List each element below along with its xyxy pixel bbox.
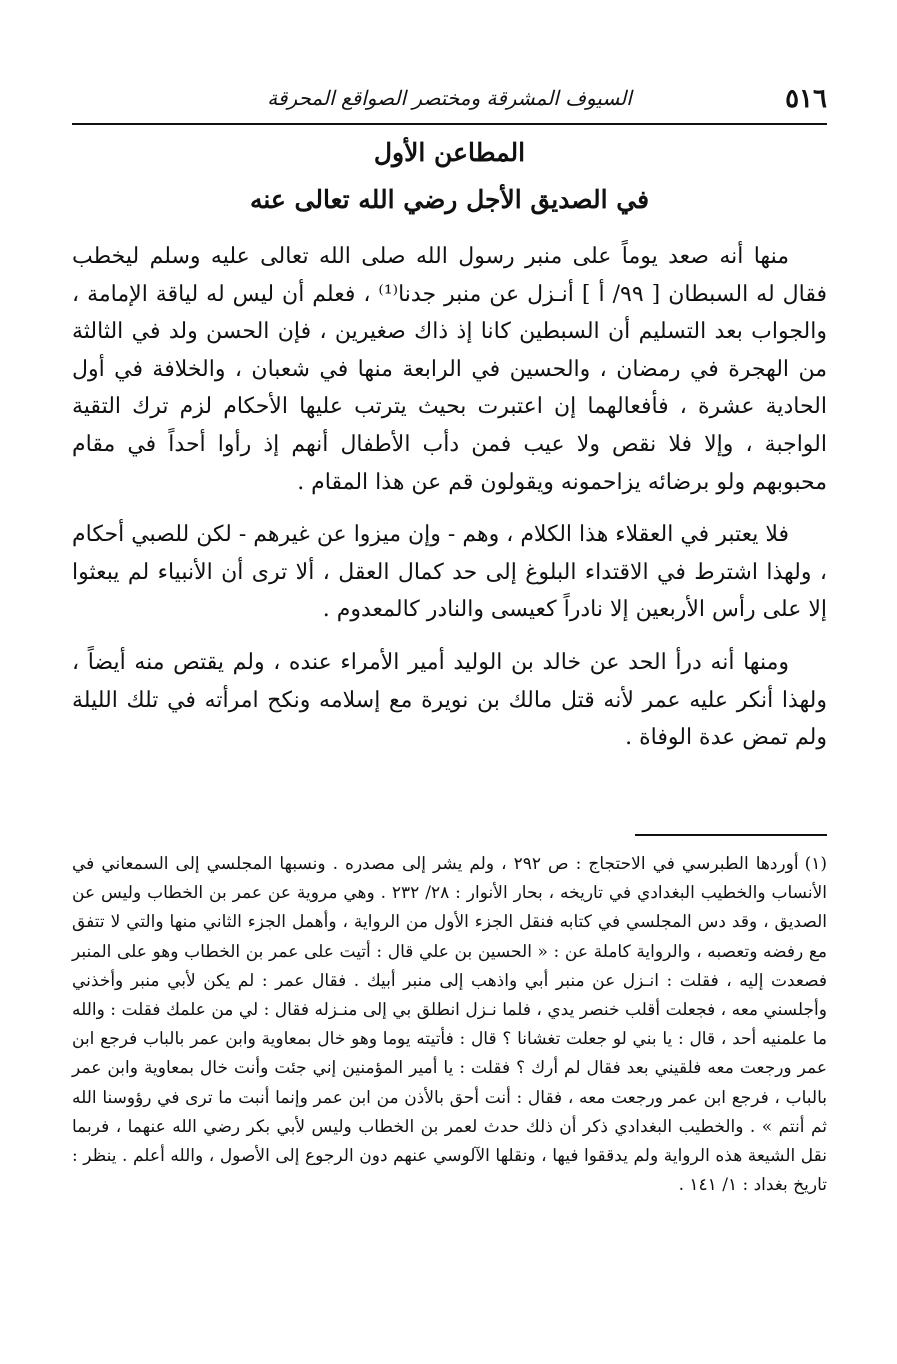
paragraph: ومنها أنه درأ الحد عن خالد بن الوليد أمير الأمراء عنده ، ولم يقتص منه أيضاً ، ولهذا أنكر عليه عمر لأنه قتل مالك بن نويرة مع إسلامه ونكح امرأته في تلك الليلة ولم تمض عدة الوفاة . <box>72 649 827 751</box>
footnote-text: أوردها الطبرسي في الاحتجاج : ص ٢٩٢ ، ولم يشر إلى مصدره . ونسبها المجلسي إلى السمعاني في الأنساب والخطيب البغدادي في تاريخه ، بحار الأنوار : ٢٨/ ٢٣٢ . وهي مروية عن عمر بن الخطاب وليس عن الصديق ، وقد دس المجلسي في كتابه فنقل الجزء الأول من الرواية ، وأهمل الجزء الثاني منها والتي لا تتفق مع رفضه وتعصبه ، والرواية كاملة عن : « الحسين بن علي قال : أتيت على عمر بن الخطاب وهو على المنبر فصعدت إليه ، فقلت : انـزل عن منبر أبي واذهب إلى منبر أبيك . فقال عمر : لم يكن لأبي منبر وأخذني وأجلسني معه ، فجعلت أقلب خنصر يدي ، فلما نـزل انطلق بي إلى منـزله فقال : لي من علمك فقلت : والله ما علمنيه أحد ، قال : يا بني لو جعلت تغشانا ؟ قال : فأتيته يوما وهو خال بمعاوية وابن عمر بالباب فرجع ابن عمر ورجعت معه فلقيني بعد فقال لم أرك ؟ فقلت : يا أمير المؤمنين إني جئت وأنت خال بمعاوية وابن عمر بالباب ، فرجع ابن عمر ورجعت معه ، فقال : أنت أحق بالأذن من ابن عمر وإنما أنبت ما ترى في رؤوسنا الله ثم أنتم » . والخطيب البغدادي ذكر أن ذلك حدث لعمر بن الخطاب وليس لأبي بكر رضي الله عنهما ، فربما نقل الشيعة هذه الرواية ولم يدققوا فيها ، ونقلها الآلوسي عنهم دون الرجوع إلى الأصول ، والله أعلم . ينظر : تاريخ بغداد : ١/ ١٤١ . <box>72 854 827 1196</box>
paragraph: منها أنه صعد يوماً على منبر رسول الله صلى الله تعالى عليه وسلم ليخطب فقال له السبطان [ ٩٩/ أ ] أنـزل عن منبر جدنا⁽¹⁾ ، فعلم أن ليس له لياقة الإمامة ، والجواب بعد التسليم أن السبطين كانا إذ ذاك صغيرين ، فإن الحسن ولد في الثالثة من الهجرة في رمضان ، والحسين في الرابعة منها في شعبان ، والخلافة في أول الحادية عشرة ، فأفعالهما إن اعتبرت بحيث يترتب عليها الأحكام لزم ترك التقية الواجبة ، وإلا فلا نقص ولا عيب فمن دأب الأطفال أنهم إذ رأوا أحداً في مقام محبوبهم ولو برضائه يزاحمونه ويقولون قم عن هذا المقام . <box>72 244 828 495</box>
footnote-rule <box>635 834 827 836</box>
section-subtitle: في الصديق الأجل رضي الله تعالى عنه <box>249 185 650 214</box>
section-title: المطاعن الأول <box>373 138 526 167</box>
page-header <box>72 84 827 120</box>
page-number: ٥١٦ <box>785 84 827 114</box>
main-text <box>72 238 827 757</box>
header-rule <box>72 123 827 125</box>
footnote <box>72 850 827 1200</box>
paragraph: فلا يعتبر في العقلاء هذا الكلام ، وهم - وإن ميزوا عن غيرهم - لكن للصبي أحكام ، ولهذا اشترط في الاقتداء البلوغ إلى حد كمال العقل ، ألا ترى أن الأنبياء لم يبعثوا إلا على رأس الأربعين إلا نادراً كعيسى والنادر كالمعدوم . <box>72 522 827 623</box>
running-title: السيوف المشرقة ومختصر الصواقع المحرقة <box>267 86 632 110</box>
footnote-marker: (١) <box>804 854 827 874</box>
